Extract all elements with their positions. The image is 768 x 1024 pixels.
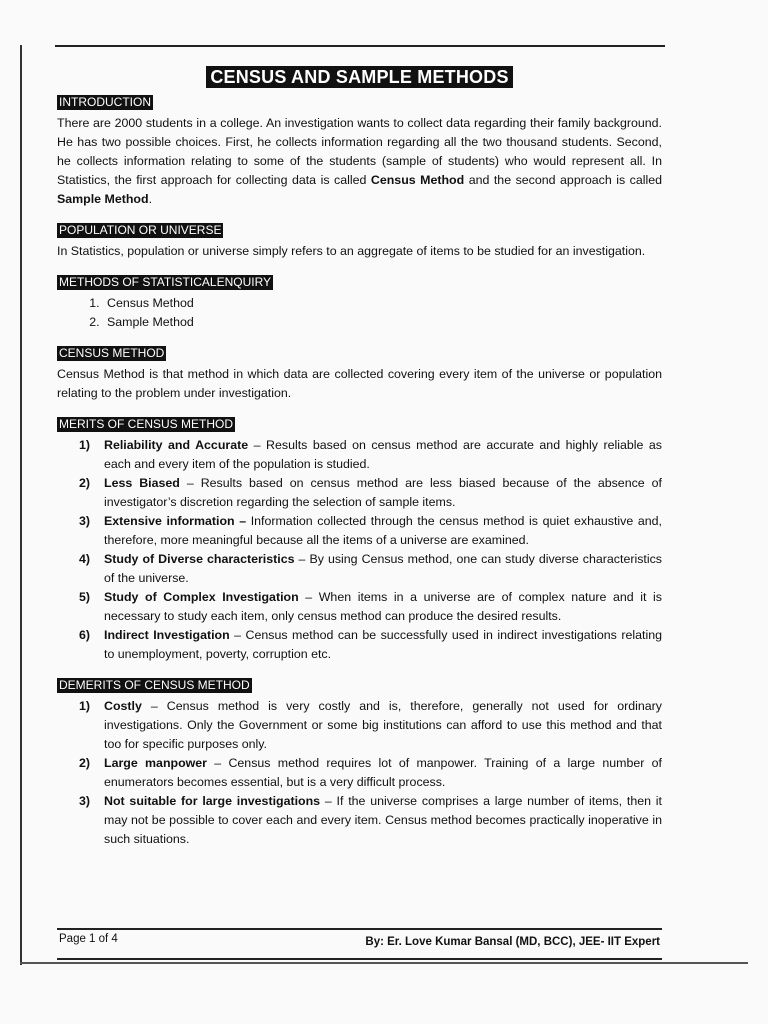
list-item: 3) Not suitable for large investigations – If the universe comprises a large number of items, then it may not be possible to cover each and every item. Census method becomes practically inoperative in such situations. (79, 794, 662, 846)
heading-demerits: DEMERITS OF CENSUS METHOD (59, 678, 250, 692)
list-item: 1) Reliability and Accurate – Results based on census method are accurate and highly reliable as each and every item of the population is studied. (79, 438, 662, 471)
heading-merits: MERITS OF CENSUS METHOD (59, 417, 234, 431)
top-rule (55, 45, 665, 47)
document-body (57, 66, 662, 849)
list-item: 6) Indirect Investigation – Census method can be successfully used in indirect investigations relating to unemployment, poverty, corruption etc. (79, 628, 662, 661)
methods-list (57, 294, 662, 332)
page-left-border (20, 45, 22, 965)
list-item: 2) Less Biased – Results based on census method are less biased because of the absence of investigator’s discretion regarding the selection of sample items. (79, 476, 662, 509)
introduction-paragraph: There are 2000 students in a college. An investigation wants to collect data regarding their family background. He has two possible choices. First, he collects information regarding all the two thousand students. Second, he collects information relating to some of the students (sample of students) who would represent all. In Statistics, the first approach for collecting data is called Census Method and the second approach is called Sample Method. (57, 116, 663, 206)
population-paragraph: In Statistics, population or universe simply refers to an aggregate of items to be studied for an investigation. (57, 244, 646, 258)
list-item: 3) Extensive information – Information collected through the census method is quiet exhaustive and, therefore, more meaningful because all the items of a universe are examined. (79, 514, 662, 547)
heading-introduction: INTRODUCTION (59, 95, 151, 109)
merits-list (57, 436, 662, 664)
list-item: 2) Large manpower – Census method requires lot of manpower. Training of a large number of enumerators becomes essential, but is a very difficult process. (79, 756, 662, 789)
list-item: 1) Costly – Census method is very costly and is, therefore, generally not used for ordinary investigations. Only the Government or some big institutions can afford to use this method and that too for specific purposes only. (79, 699, 662, 751)
page-number: Page 1 of 4 (59, 933, 118, 945)
heading-population: POPULATION OR UNIVERSE (59, 223, 222, 237)
page-bottom-border (20, 962, 748, 964)
list-item: 4) Study of Diverse characteristics – By using Census method, one can study diverse characteristics of the universe. (79, 552, 662, 585)
document-title: CENSUS AND SAMPLE METHODS (57, 66, 662, 87)
demerits-list (57, 697, 662, 849)
list-item: 2. Sample Method (103, 313, 662, 332)
heading-census-method: CENSUS METHOD (59, 346, 165, 360)
census-paragraph: Census Method is that method in which data are collected covering every item of the universe or population relating to the problem under investigation. (57, 367, 662, 400)
heading-methods: METHODS OF STATISTICALENQUIRY (59, 275, 272, 289)
list-item: 1. Census Method (103, 294, 662, 313)
author-credit: By: Er. Love Kumar Bansal (MD, BCC), JEE- IIT Expert (365, 936, 660, 948)
list-item: 5) Study of Complex Investigation – When items in a universe are of complex nature and it is necessary to study each item, only census method can produce the desired results. (79, 590, 662, 623)
page-footer (57, 928, 662, 960)
